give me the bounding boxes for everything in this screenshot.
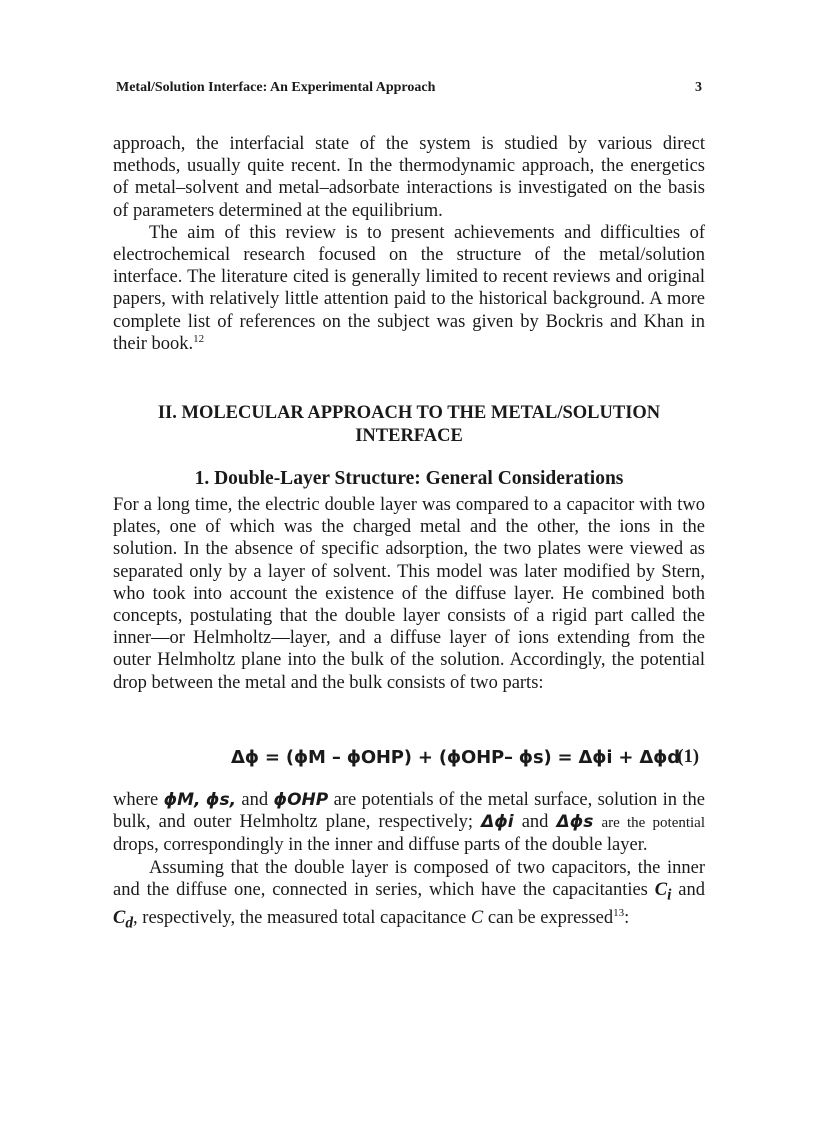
intro-text	[113, 133, 705, 355]
symbol-total-c: C	[470, 907, 484, 928]
section-heading	[113, 402, 705, 447]
reference-13: 13	[613, 906, 625, 919]
where-paragraph	[113, 789, 705, 857]
delta-phi-i-symbol: Δϕi	[481, 812, 514, 833]
equation-number: (1)	[677, 747, 699, 767]
paragraph-3-end: :	[624, 907, 630, 928]
intro-paragraph-2-text: The aim of this review is to present achievements and difficulties of electrochemical research focused on the structure of the metal/solution interface. The literature cited is generally limited to recent reviews and original papers, with relatively little attention paid to the historical background. A more complete list of references on the subject was given by Bockris and Khan in their book.	[113, 222, 705, 354]
subsection-title: 1. Double-Layer Structure: General Considerations	[194, 468, 624, 489]
intro-paragraph-1: approach, the interfacial state of the system is studied by various direct methods, usually quite recent. In the thermodynamic approach, the energetics of metal–solvent and metal–adsorbate interactions is investigated on the basis of parameters determined at the equilibrium.	[113, 134, 705, 221]
subsection-heading	[113, 467, 705, 491]
and-word-2: and	[521, 812, 549, 833]
symbol-d: d	[125, 914, 134, 932]
delta-phi-s-symbol: Δϕs	[556, 812, 594, 833]
body-paragraph-3	[113, 857, 705, 935]
where-word: where	[113, 790, 159, 810]
where-text-1: are potentials of the metal surface, solution in the bulk, and outer Helmholtz plane, respectively;	[113, 790, 705, 833]
equation-1	[113, 745, 705, 773]
phi-m-symbol: ϕM,	[163, 790, 201, 810]
paragraph-3-tail-2: can be expressed	[487, 907, 614, 928]
equation-expression: Δϕ = (ϕM – ϕOHP) + (ϕOHP– ϕs) = Δϕi + Δϕd	[231, 747, 680, 768]
phi-s-symbol: ϕs,	[205, 790, 237, 810]
where-text-2: are the potential	[601, 815, 706, 832]
section-title-line-1: II. MOLECULAR APPROACH TO THE METAL/SOLUTION	[157, 403, 661, 423]
symbol-c: C	[654, 879, 668, 900]
running-title: Metal/Solution Interface: An Experimental Approach	[116, 80, 436, 95]
paragraph-3-tail: , respectively, the measured total capacitance	[133, 907, 467, 928]
reference-12: 12	[193, 332, 205, 345]
symbol-i: i	[667, 886, 672, 904]
running-header	[116, 80, 702, 96]
intro-paragraph-2	[113, 222, 705, 355]
paragraph-3-text: Assuming that the double layer is composed of two capacitors, the inner and the diffuse one, connected in series, which have the capacitanties	[113, 857, 705, 900]
body-paragraph-1: For a long time, the electric double layer was compared to a capacitor with two plates, one of which was the charged metal and the other, the ions in the solution. In the absence of specific adsorption, the two plates were viewed as separated only by a layer of solvent. This model was later modified by Stern, who took into account the existence of the diffuse layer. He combined both concepts, postulating that the double layer consists of a rigid part called the inner—or Helmholtz—layer, and a diffuse layer of ions extending from the outer Helmholtz plane into the bulk of the solution. Accordingly, the potential drop between the metal and the bulk consists of two parts:	[113, 495, 705, 693]
phi-ohp-symbol: ϕOHP	[273, 790, 329, 810]
where-text-3: drops, correspondingly in the inner and diffuse parts of the double layer.	[113, 835, 648, 856]
symbol-c: C	[113, 907, 126, 928]
and-word-3: and	[678, 879, 706, 900]
where-clause	[113, 789, 705, 935]
body-text	[113, 494, 705, 694]
and-word-1: and	[241, 790, 269, 810]
section-title-line-2: INTERFACE	[355, 425, 463, 446]
page-number: 3	[695, 80, 702, 95]
